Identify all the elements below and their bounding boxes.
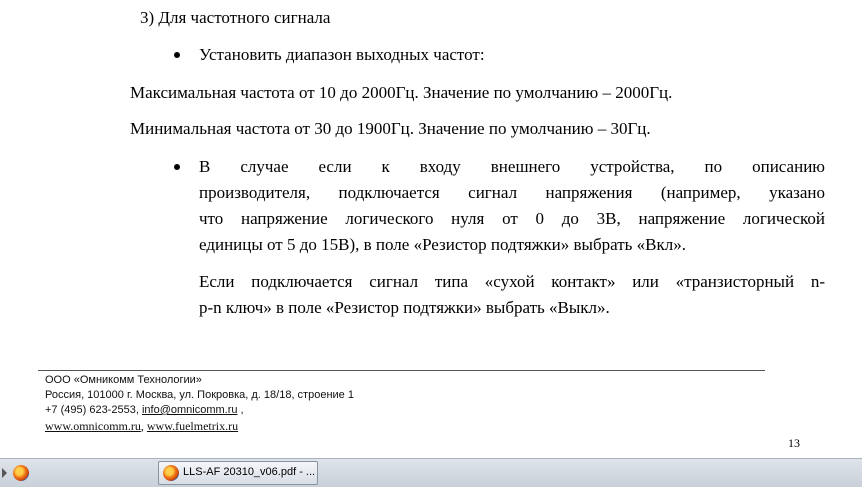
footer-websites [45,419,238,433]
footer-email-suffix: , [237,404,244,416]
footer-contacts [45,403,244,417]
paragraph-line: Если подключается сигнал типа «сухой контакт» или «транзисторный n- [199,272,825,291]
paragraph-line: производителя, подключается сигнал напряжения (например, указано [199,183,825,202]
paragraph-line: В случае если к входу внешнего устройства, по описанию [199,157,825,176]
page-number: 13 [788,436,800,450]
footer-site-link[interactable]: www.omnicomm.ru [45,419,141,433]
taskbar-window-button[interactable] [158,461,318,485]
taskbar-window-label: LLS-AF 20310_v06.pdf - ... [183,466,316,478]
firefox-icon[interactable] [13,465,29,481]
min-frequency-text: Минимальная частота от 30 до 1900Гц. Значение по умолчанию – 30Гц. [130,119,651,138]
taskbar-arrow-icon[interactable] [2,468,7,478]
bullet-marker [174,164,180,170]
max-frequency-text: Максимальная частота от 10 до 2000Гц. Значение по умолчанию – 2000Гц. [130,83,673,102]
paragraph-line: единицы от 5 до 15В), в поле «Резистор подтяжки» выбрать «Вкл». [199,235,686,254]
taskbar [0,458,862,487]
footer-site-link[interactable]: www.fuelmetrix.ru [146,419,239,433]
footer-address: Россия, 101000 г. Москва, ул. Покровка, д. 18/18, строение 1 [45,389,354,401]
bullet-text: Установить диапазон выходных частот: [199,45,485,64]
bullet-marker [174,52,180,58]
footer-phone: +7 (495) 623-2553, [45,404,139,416]
paragraph-line: p-n ключ» в поле «Резистор подтяжки» выбрать «Выкл». [199,298,610,317]
footer-separator: , [140,419,144,433]
paragraph-line: что напряжение логического нуля от 0 до 3В, напряжение логической [199,209,825,228]
section-heading: 3) Для частотного сигнала [140,8,331,27]
footer-email-link[interactable]: info@omnicomm.ru [141,404,238,416]
firefox-icon [163,465,179,481]
footer-company: ООО «Омникомм Технологии» [45,374,202,386]
footer-divider [38,370,765,371]
